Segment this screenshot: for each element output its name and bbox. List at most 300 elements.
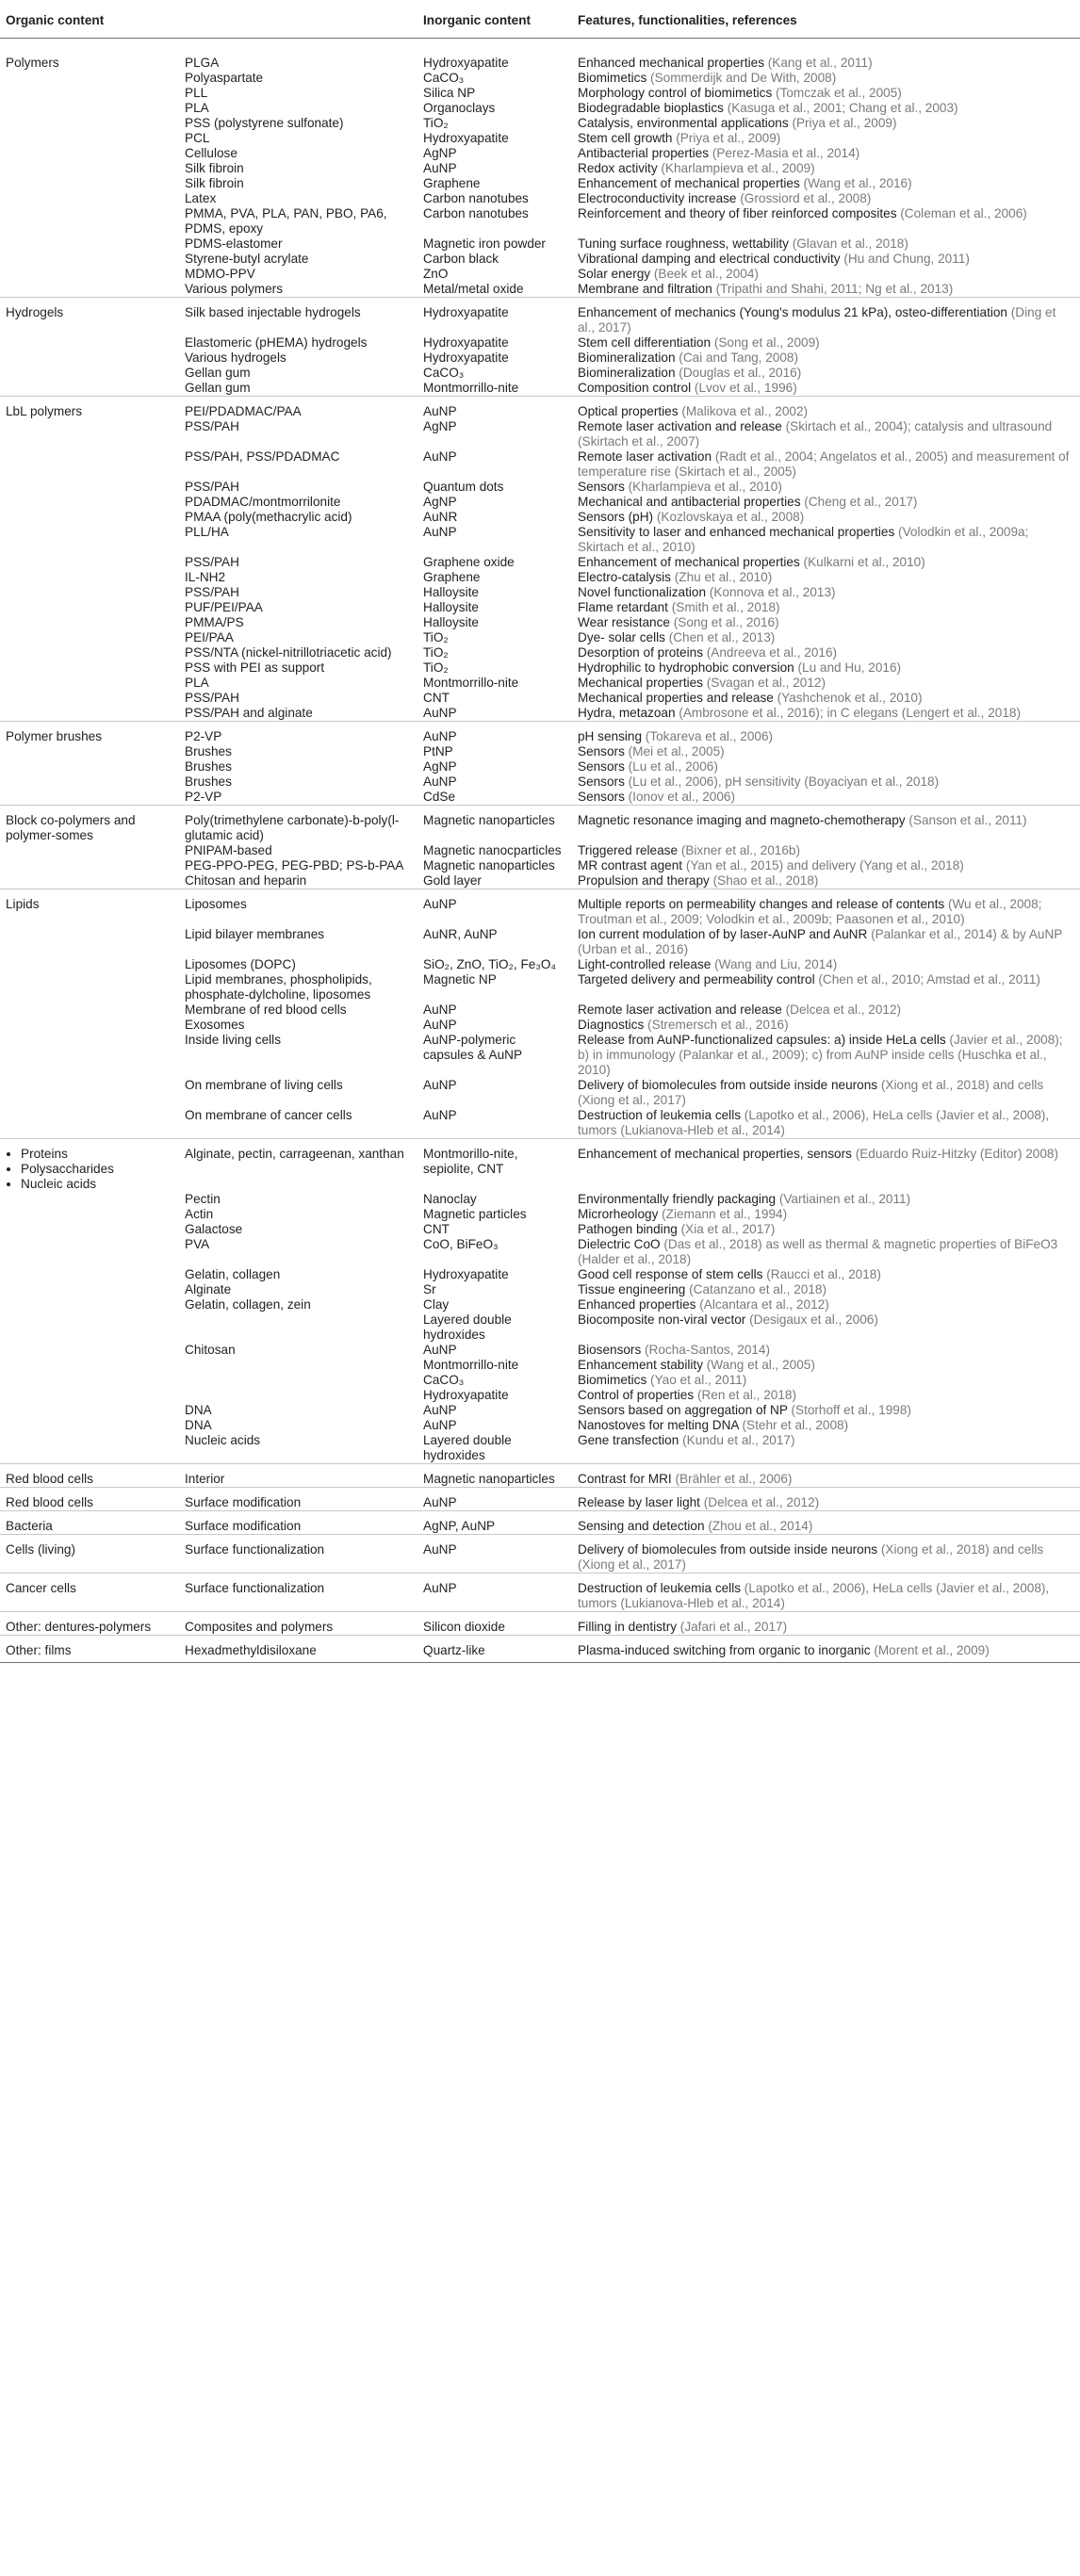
organic-cell bbox=[179, 1192, 417, 1207]
features-cell bbox=[572, 86, 1080, 101]
organic-cell bbox=[179, 419, 417, 449]
reference-text: (Yashchenok et al., 2010) bbox=[777, 691, 923, 705]
organic-label: PSS/PAH bbox=[185, 555, 239, 569]
group-label: Bacteria bbox=[6, 1519, 53, 1533]
organic-cell bbox=[179, 774, 417, 790]
feature-text: Electro-catalysis bbox=[578, 570, 675, 584]
group-cell bbox=[0, 86, 179, 101]
group-cell bbox=[0, 1612, 179, 1636]
organic-label: PSS/PAH, PSS/PDADMAC bbox=[185, 449, 340, 464]
group-cell bbox=[0, 806, 179, 844]
organic-label: Silk fibroin bbox=[185, 176, 244, 190]
inorganic-label: TiO₂ bbox=[423, 630, 449, 644]
inorganic-label: Magnetic particles bbox=[423, 1207, 527, 1221]
features-cell bbox=[572, 1358, 1080, 1373]
group-cell bbox=[0, 1282, 179, 1297]
feature-text: Biomimetics bbox=[578, 1373, 651, 1387]
feature-text: Ion current modulation of by laser-AuNP and AuNR bbox=[578, 927, 872, 941]
table-row bbox=[0, 1018, 1080, 1033]
inorganic-label: AuNR bbox=[423, 510, 458, 524]
features-cell bbox=[572, 1003, 1080, 1018]
features-cell bbox=[572, 206, 1080, 236]
reference-text: (Ionov et al., 2006) bbox=[628, 790, 736, 804]
group-label bbox=[6, 71, 173, 86]
reference-text: (Lapotko et al., 2006), HeLa cells (Javier et al., 2008), tumors (Lukianova-Hleb et al., 2014) bbox=[578, 1581, 1050, 1610]
group-cell bbox=[0, 957, 179, 972]
group-cell bbox=[0, 71, 179, 86]
organic-cell bbox=[179, 759, 417, 774]
inorganic-cell bbox=[417, 252, 572, 267]
group-label bbox=[6, 1418, 173, 1433]
group-label bbox=[6, 585, 173, 600]
group-label bbox=[6, 191, 173, 206]
group-label: Other: dentures-polymers bbox=[6, 1620, 152, 1634]
organic-cell bbox=[179, 1297, 417, 1312]
organic-cell bbox=[179, 806, 417, 844]
organic-label: Various hydrogels bbox=[185, 351, 286, 365]
inorganic-label: Hydroxyapatite bbox=[423, 56, 509, 70]
group-label bbox=[6, 1358, 173, 1373]
reference-text: (Grossiord et al., 2008) bbox=[740, 191, 872, 205]
reference-text: (Xiong et al., 2018) and cells (Xiong et al., 2017) bbox=[578, 1078, 1044, 1107]
category-item: • Polysaccharides bbox=[21, 1162, 173, 1177]
inorganic-cell bbox=[417, 191, 572, 206]
organic-label: Various polymers bbox=[185, 282, 284, 296]
organic-label: On membrane of cancer cells bbox=[185, 1108, 352, 1122]
inorganic-label: AgNP bbox=[423, 146, 457, 160]
group-label bbox=[6, 146, 173, 161]
feature-text: Nanostoves for melting DNA bbox=[578, 1418, 743, 1432]
organic-label: Elastomeric (pHEMA) hydrogels bbox=[185, 335, 368, 350]
group-cell bbox=[0, 131, 179, 146]
group-label: Other: films bbox=[6, 1643, 72, 1657]
inorganic-cell bbox=[417, 1033, 572, 1078]
table-row bbox=[0, 790, 1080, 806]
inorganic-cell bbox=[417, 1267, 572, 1282]
organic-cell bbox=[179, 957, 417, 972]
organic-label: PUF/PEI/PAA bbox=[185, 600, 263, 614]
group-label bbox=[6, 449, 173, 465]
group-cell bbox=[0, 691, 179, 706]
feature-text: Sensors bbox=[578, 774, 629, 789]
inorganic-label: TiO₂ bbox=[423, 645, 449, 660]
feature-text: Remote laser activation bbox=[578, 449, 715, 464]
group-cell bbox=[0, 1108, 179, 1139]
group-cell bbox=[0, 397, 179, 420]
group-label bbox=[6, 282, 173, 297]
reference-text: (Ziemann et al., 1994) bbox=[662, 1207, 788, 1221]
reference-text: (Yao et al., 2011) bbox=[650, 1373, 747, 1387]
feature-text: Optical properties bbox=[578, 404, 682, 418]
feature-text: Contrast for MRI bbox=[578, 1472, 676, 1486]
feature-text: Sensors based on aggregation of NP bbox=[578, 1403, 792, 1417]
inorganic-cell bbox=[417, 1464, 572, 1488]
organic-label: MDMO-PPV bbox=[185, 267, 255, 281]
features-cell bbox=[572, 1033, 1080, 1078]
inorganic-label: Quartz-like bbox=[423, 1643, 485, 1657]
table-row bbox=[0, 116, 1080, 131]
table-row bbox=[0, 1267, 1080, 1282]
group-label bbox=[6, 1237, 173, 1252]
table-row bbox=[0, 1612, 1080, 1636]
inorganic-label: AuNP bbox=[423, 1108, 457, 1122]
group-label bbox=[6, 1078, 173, 1093]
features-cell bbox=[572, 645, 1080, 660]
organic-label: Galactose bbox=[185, 1222, 243, 1236]
features-cell bbox=[572, 1312, 1080, 1343]
reference-text: (Raucci et al., 2018) bbox=[766, 1267, 881, 1281]
reference-text: (Zhou et al., 2014) bbox=[708, 1519, 813, 1533]
inorganic-label: AgNP, AuNP bbox=[423, 1519, 496, 1533]
group-cell bbox=[0, 419, 179, 449]
inorganic-label: ZnO bbox=[423, 267, 449, 281]
feature-text: Mechanical properties bbox=[578, 676, 707, 690]
group-cell bbox=[0, 480, 179, 495]
organic-cell bbox=[179, 585, 417, 600]
feature-text: Gene transfection bbox=[578, 1433, 683, 1447]
table-row bbox=[0, 1573, 1080, 1612]
table-row bbox=[0, 449, 1080, 480]
reference-text: (Zhu et al., 2010) bbox=[674, 570, 773, 584]
inorganic-cell bbox=[417, 449, 572, 480]
inorganic-cell bbox=[417, 298, 572, 336]
group-label: Cancer cells bbox=[6, 1581, 76, 1595]
group-cell bbox=[0, 1192, 179, 1207]
group-label bbox=[6, 206, 173, 221]
reference-text: (Chen et al., 2013) bbox=[668, 630, 776, 644]
inorganic-cell bbox=[417, 86, 572, 101]
organic-cell bbox=[179, 706, 417, 722]
group-cell bbox=[0, 1488, 179, 1511]
inorganic-label: AuNP bbox=[423, 1418, 457, 1432]
inorganic-label: TiO₂ bbox=[423, 660, 449, 675]
table-row bbox=[0, 335, 1080, 351]
organic-cell bbox=[179, 1139, 417, 1193]
organic-cell bbox=[179, 744, 417, 759]
inorganic-cell bbox=[417, 555, 572, 570]
inorganic-label: Halloysite bbox=[423, 600, 479, 614]
feature-text: Stem cell differentiation bbox=[578, 335, 714, 350]
table-row bbox=[0, 1358, 1080, 1373]
reference-text: (Lu et al., 2006) bbox=[628, 759, 718, 774]
group-cell bbox=[0, 1139, 179, 1193]
organic-cell bbox=[179, 1388, 417, 1403]
organic-label: PLL/HA bbox=[185, 525, 229, 539]
organic-label: PMAA (poly(methacrylic acid) bbox=[185, 510, 352, 524]
reference-text: (Kulkarni et al., 2010) bbox=[803, 555, 925, 569]
inorganic-label: TiO₂ bbox=[423, 116, 449, 130]
table-row bbox=[0, 71, 1080, 86]
features-cell bbox=[572, 744, 1080, 759]
table-row bbox=[0, 1433, 1080, 1464]
group-label bbox=[6, 1433, 173, 1448]
group-label bbox=[6, 873, 173, 889]
group-label bbox=[6, 972, 173, 987]
group-cell bbox=[0, 1078, 179, 1108]
group-label bbox=[6, 1108, 173, 1123]
table-header bbox=[0, 0, 1080, 39]
inorganic-label: Quantum dots bbox=[423, 480, 504, 494]
inorganic-cell bbox=[417, 39, 572, 72]
reference-text: (Shao et al., 2018) bbox=[712, 873, 819, 888]
organic-cell bbox=[179, 525, 417, 555]
features-cell bbox=[572, 1636, 1080, 1663]
group-label: Polymer brushes bbox=[6, 729, 102, 743]
organic-label: Nucleic acids bbox=[185, 1433, 261, 1447]
table-row bbox=[0, 706, 1080, 722]
features-cell bbox=[572, 676, 1080, 691]
features-cell bbox=[572, 806, 1080, 844]
features-cell bbox=[572, 480, 1080, 495]
inorganic-label: CoO, BiFeO₃ bbox=[423, 1237, 499, 1251]
organic-label: PNIPAM-based bbox=[185, 843, 272, 857]
reference-text: (Vartiainen et al., 2011) bbox=[778, 1192, 911, 1206]
group-label: Hydrogels bbox=[6, 305, 64, 319]
organic-cell bbox=[179, 645, 417, 660]
inorganic-cell bbox=[417, 71, 572, 86]
inorganic-label: AuNP bbox=[423, 706, 457, 720]
inorganic-cell bbox=[417, 1343, 572, 1358]
feature-text: Mechanical properties and release bbox=[578, 691, 777, 705]
features-cell bbox=[572, 191, 1080, 206]
features-cell bbox=[572, 381, 1080, 397]
feature-text: Delivery of biomolecules from outside inside neurons bbox=[578, 1078, 881, 1092]
features-cell bbox=[572, 927, 1080, 957]
features-cell bbox=[572, 600, 1080, 615]
feature-text: Biocomposite non-viral vector bbox=[578, 1312, 750, 1327]
inorganic-cell bbox=[417, 1222, 572, 1237]
features-cell bbox=[572, 1282, 1080, 1297]
group-label bbox=[6, 570, 173, 585]
feature-text: Remote laser activation and release bbox=[578, 419, 786, 433]
group-label bbox=[6, 660, 173, 676]
feature-text: Dye- solar cells bbox=[578, 630, 669, 644]
feature-text: Composition control bbox=[578, 381, 695, 395]
features-cell bbox=[572, 39, 1080, 72]
features-cell bbox=[572, 1267, 1080, 1282]
organic-cell bbox=[179, 366, 417, 381]
table-row bbox=[0, 1464, 1080, 1488]
inorganic-label: AuNP bbox=[423, 1542, 457, 1557]
group-label bbox=[6, 1003, 173, 1018]
organic-cell bbox=[179, 676, 417, 691]
organic-cell bbox=[179, 1433, 417, 1464]
inorganic-label: Graphene bbox=[423, 176, 481, 190]
features-cell bbox=[572, 351, 1080, 366]
group-cell bbox=[0, 206, 179, 236]
organic-label: Silk based injectable hydrogels bbox=[185, 305, 361, 319]
inorganic-cell bbox=[417, 116, 572, 131]
reference-text: (Eduardo Ruiz-Hitzky (Editor) 2008) bbox=[855, 1147, 1059, 1161]
features-cell bbox=[572, 1108, 1080, 1139]
organic-cell bbox=[179, 858, 417, 873]
reference-text: (Priya et al., 2009) bbox=[676, 131, 781, 145]
reference-text: (Glavan et al., 2018) bbox=[792, 236, 908, 251]
reference-text: (Kharlampieva et al., 2010) bbox=[628, 480, 782, 494]
table-row bbox=[0, 570, 1080, 585]
inorganic-label: Magnetic nanoparticles bbox=[423, 1472, 555, 1486]
features-cell bbox=[572, 71, 1080, 86]
group-cell bbox=[0, 1297, 179, 1312]
group-cell bbox=[0, 759, 179, 774]
organic-label bbox=[185, 1388, 412, 1403]
table-row bbox=[0, 858, 1080, 873]
features-cell bbox=[572, 843, 1080, 858]
inorganic-label: AuNP bbox=[423, 897, 457, 911]
table-row bbox=[0, 525, 1080, 555]
group-label bbox=[6, 1388, 173, 1403]
features-cell bbox=[572, 1343, 1080, 1358]
inorganic-cell bbox=[417, 1388, 572, 1403]
reference-text: (Alcantara et al., 2012) bbox=[699, 1297, 829, 1312]
features-cell bbox=[572, 176, 1080, 191]
organic-cell bbox=[179, 1373, 417, 1388]
organic-cell bbox=[179, 1033, 417, 1078]
reference-text: (Radt et al., 2004; Angelatos et al., 2005) and measurement of temperature rise (Skirtach et al., 2005) bbox=[578, 449, 1070, 479]
inorganic-label: CaCO₃ bbox=[423, 71, 465, 85]
group-cell bbox=[0, 927, 179, 957]
reference-text: (Xiong et al., 2018) and cells (Xiong et al., 2017) bbox=[578, 1542, 1044, 1572]
inorganic-cell bbox=[417, 1018, 572, 1033]
group-cell bbox=[0, 449, 179, 480]
organic-cell bbox=[179, 722, 417, 745]
features-cell bbox=[572, 298, 1080, 336]
inorganic-cell bbox=[417, 161, 572, 176]
table-row bbox=[0, 131, 1080, 146]
features-cell bbox=[572, 131, 1080, 146]
group-label bbox=[6, 1343, 173, 1358]
group-cell bbox=[0, 1222, 179, 1237]
reference-text: (Tomczak et al., 2005) bbox=[776, 86, 902, 100]
organic-cell bbox=[179, 630, 417, 645]
inorganic-label: Hydroxyapatite bbox=[423, 305, 509, 319]
organic-cell bbox=[179, 191, 417, 206]
table-row bbox=[0, 957, 1080, 972]
inorganic-cell bbox=[417, 1373, 572, 1388]
inorganic-cell bbox=[417, 722, 572, 745]
inorganic-label: Hydroxyapatite bbox=[423, 1388, 509, 1402]
group-cell bbox=[0, 645, 179, 660]
table-row bbox=[0, 806, 1080, 844]
organic-cell bbox=[179, 1535, 417, 1573]
organic-label: PLA bbox=[185, 676, 209, 690]
feature-text: Mechanical and antibacterial properties bbox=[578, 495, 805, 509]
reference-text: (Yan et al., 2015) and delivery (Yang et al., 2018) bbox=[685, 858, 964, 872]
reference-text: (Delcea et al., 2012) bbox=[785, 1003, 902, 1017]
inorganic-label: AuNP bbox=[423, 1403, 457, 1417]
organic-label: Cellulose bbox=[185, 146, 237, 160]
table-row bbox=[0, 366, 1080, 381]
inorganic-cell bbox=[417, 927, 572, 957]
organic-label bbox=[185, 1373, 412, 1388]
features-cell bbox=[572, 889, 1080, 928]
group-cell bbox=[0, 1267, 179, 1282]
group-label bbox=[6, 1267, 173, 1282]
inorganic-label: CNT bbox=[423, 691, 450, 705]
group-cell bbox=[0, 1418, 179, 1433]
feature-text: Desorption of proteins bbox=[578, 645, 707, 660]
reference-text: (Beek et al., 2004) bbox=[653, 267, 759, 281]
organic-cell bbox=[179, 116, 417, 131]
organic-label: Pectin bbox=[185, 1192, 221, 1206]
group-cell bbox=[0, 1343, 179, 1358]
organic-cell bbox=[179, 101, 417, 116]
inorganic-label: Magnetic NP bbox=[423, 972, 497, 986]
organic-label: PMMA/PS bbox=[185, 615, 244, 629]
organic-label: Chitosan bbox=[185, 1343, 236, 1357]
organic-label: PVA bbox=[185, 1237, 210, 1251]
organic-cell bbox=[179, 71, 417, 86]
group-label bbox=[6, 790, 173, 805]
inorganic-label: Carbon nanotubes bbox=[423, 206, 529, 220]
organic-cell bbox=[179, 873, 417, 889]
table-row bbox=[0, 1297, 1080, 1312]
table-row bbox=[0, 298, 1080, 336]
reference-text: (Kasuga et al., 2001; Chang et al., 2003) bbox=[727, 101, 958, 115]
organic-label: PSS/PAH bbox=[185, 585, 239, 599]
group-cell bbox=[0, 161, 179, 176]
organic-label: Brushes bbox=[185, 774, 232, 789]
inorganic-cell bbox=[417, 236, 572, 252]
organic-label: Latex bbox=[185, 191, 217, 205]
feature-text: Biomimetics bbox=[578, 71, 651, 85]
inorganic-cell bbox=[417, 790, 572, 806]
header-features: Features, functionalities, references bbox=[572, 0, 1080, 39]
group-label bbox=[6, 176, 173, 191]
inorganic-label: Silica NP bbox=[423, 86, 476, 100]
table-row bbox=[0, 1282, 1080, 1297]
organic-label: Surface modification bbox=[185, 1519, 302, 1533]
table-row bbox=[0, 282, 1080, 298]
group-cell bbox=[0, 555, 179, 570]
organic-cell bbox=[179, 449, 417, 480]
group-label bbox=[6, 495, 173, 510]
organic-cell bbox=[179, 161, 417, 176]
group-label bbox=[6, 1207, 173, 1222]
organic-label: Exosomes bbox=[185, 1018, 245, 1032]
organic-label: P2-VP bbox=[185, 729, 222, 743]
organic-label: Brushes bbox=[185, 759, 232, 774]
reference-text: (Kharlampieva et al., 2009) bbox=[661, 161, 815, 175]
inorganic-label: Layered double hydroxides bbox=[423, 1312, 512, 1342]
group-cell bbox=[0, 335, 179, 351]
inorganic-label: Halloysite bbox=[423, 615, 479, 629]
feature-text: Novel functionalization bbox=[578, 585, 710, 599]
table-row bbox=[0, 660, 1080, 676]
group-cell bbox=[0, 525, 179, 555]
feature-text: Sensors bbox=[578, 790, 629, 804]
organic-label: Hexadmethyldisiloxane bbox=[185, 1643, 317, 1657]
reference-text: (Catanzano et al., 2018) bbox=[689, 1282, 826, 1296]
organic-cell bbox=[179, 1018, 417, 1033]
group-label bbox=[6, 1297, 173, 1312]
inorganic-cell bbox=[417, 858, 572, 873]
inorganic-cell bbox=[417, 843, 572, 858]
inorganic-label: Clay bbox=[423, 1297, 450, 1312]
table-row bbox=[0, 397, 1080, 420]
features-cell bbox=[572, 1573, 1080, 1612]
features-cell bbox=[572, 335, 1080, 351]
organic-label: IL-NH2 bbox=[185, 570, 226, 584]
organic-label: Lipid membranes, phospholipids, phosphate-dylcholine, liposomes bbox=[185, 972, 372, 1002]
group-label bbox=[6, 1312, 173, 1328]
reference-text: (Ren et al., 2018) bbox=[696, 1388, 796, 1402]
group-cell bbox=[0, 252, 179, 267]
feature-text: Environmentally friendly packaging bbox=[578, 1192, 779, 1206]
organic-cell bbox=[179, 1511, 417, 1535]
organic-cell bbox=[179, 1108, 417, 1139]
table-row bbox=[0, 600, 1080, 615]
